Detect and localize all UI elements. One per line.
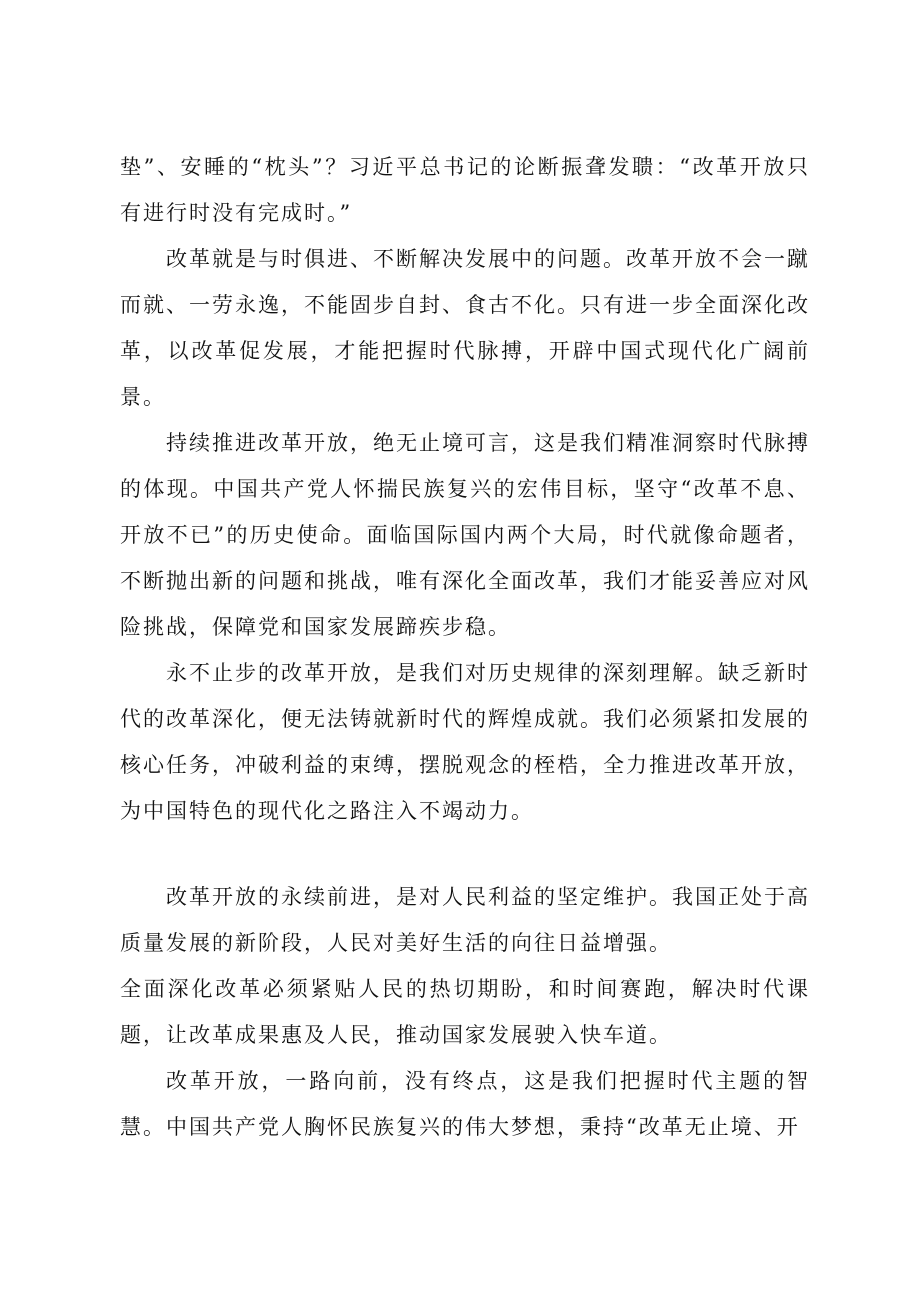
paragraph-continuous-reform: 持续推进改革开放，绝无止境可言，这是我们精准洞察时代脉搏的体现。中国共产党人怀揣民族复兴的宏伟目标，坚守“改革不息、开放不已”的历史使命。面临国际国内两个大局，时代就像命题者，不断抛出新的问题和挑战，唯有深化全面改革，我们才能妥善应对风险挑战，保障党和国家发展蹄疾步稳。 — [120, 431, 810, 639]
paragraph-historical-law: 永不止步的改革开放，是我们对历史规律的深刻理解。缺乏新时代的改革深化，便无法铸就新时代的辉煌成就。我们必须紧扣发展的核心任务，冲破利益的束缚，摆脱观念的桎梏，全力推进改革开放，为中国特色的现代化之路注入不竭动力。 — [120, 661, 810, 823]
paragraph-continuation: 垫”、安睡的“枕头”？习近平总书记的论断振聋发聩：“改革开放只有进行时没有完成时。” — [120, 155, 810, 225]
paragraph-people-expectations: 全面深化改革必须紧贴人民的热切期盼，和时间赛跑，解决时代课题，让改革成果惠及人民，推动国家发展驶入快车道。 — [120, 977, 810, 1047]
paragraph-people-interest: 改革开放的永续前进，是对人民利益的坚定维护。我国正处于高质量发展的新阶段，人民对美好生活的向往日益增强。 — [120, 885, 810, 955]
paragraph-no-end: 改革开放，一路向前，没有终点，这是我们把握时代主题的智慧。中国共产党人胸怀民族复兴的伟大梦想，秉持“改革无止境、开 — [120, 1069, 810, 1139]
document-body — [120, 144, 810, 1150]
paragraph-reform-keeps-pace: 改革就是与时俱进、不断解决发展中的问题。改革开放不会一蹴而就、一劳永逸，不能固步自封、食古不化。只有进一步全面深化改革，以改革促发展，才能把握时代脉搏，开辟中国式现代化广阔前景。 — [120, 247, 810, 409]
